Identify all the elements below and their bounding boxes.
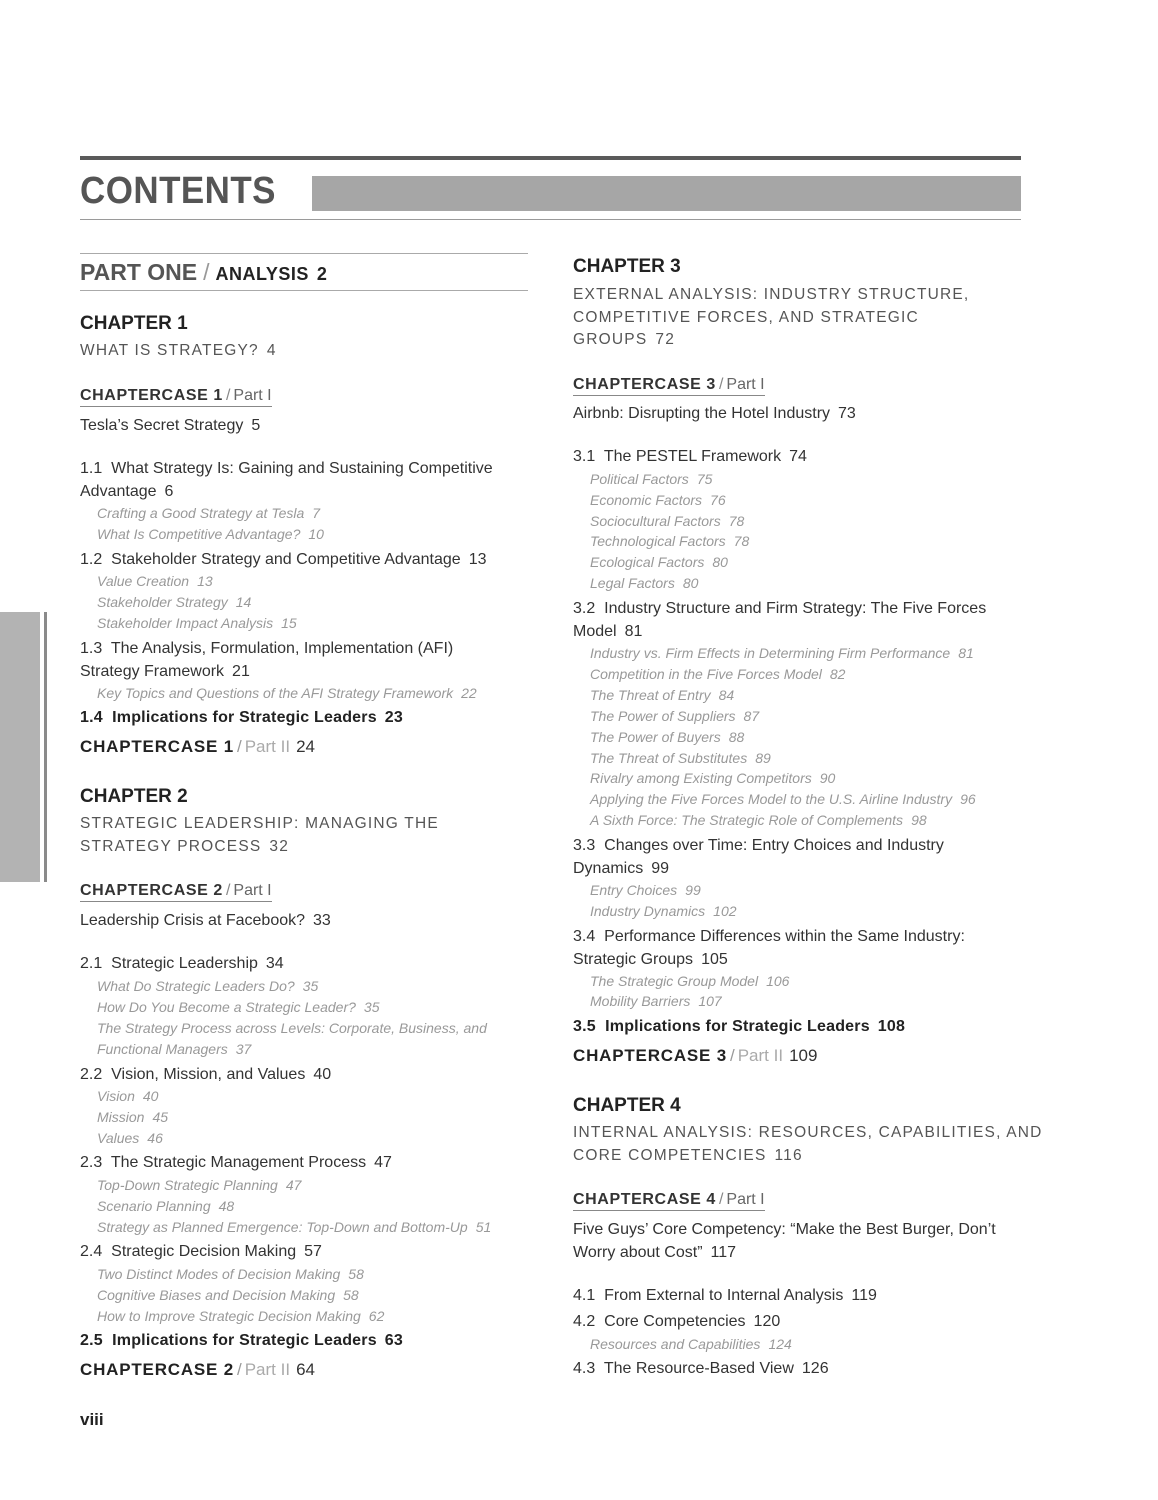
subsection-title: The Strategy Process across Levels: Corporate, Business, and: [97, 1020, 487, 1036]
subsection-title: Stakeholder Impact Analysis: [97, 615, 274, 631]
section-3-1[interactable]: [573, 446, 807, 469]
chaptercase-label: CHAPTERCASE 2: [80, 1360, 234, 1379]
separator: /: [225, 387, 231, 404]
chaptercase-1-part-1-heading: [80, 387, 272, 407]
section-4-2[interactable]: [573, 1311, 780, 1334]
page-number: 10: [308, 526, 324, 542]
page-number: 7: [312, 505, 321, 521]
case-title-text: Tesla’s Secret Strategy: [80, 417, 244, 434]
page-number: 46: [147, 1130, 163, 1146]
subsection-title: Resources and Capabilities: [590, 1336, 761, 1352]
subsection[interactable]: [97, 1285, 359, 1306]
page-number: 47: [285, 1177, 302, 1193]
subsection[interactable]: [590, 664, 845, 685]
subsection-title: Vision: [97, 1088, 135, 1104]
chapter-title-text: WHAT IS STRATEGY?: [80, 342, 259, 359]
section-number: 2.4: [80, 1243, 103, 1260]
section-2-3[interactable]: [80, 1152, 392, 1175]
section-number: 1.4: [80, 709, 103, 726]
separator: /: [236, 1360, 242, 1379]
subsection[interactable]: [590, 880, 701, 901]
page-number: 13: [468, 551, 487, 568]
section-title: The Resource-Based View: [603, 1360, 794, 1377]
subsection-title: Political Factors: [590, 471, 689, 487]
page-number: 74: [789, 448, 807, 465]
subsection-title: The Threat of Substitutes: [590, 750, 748, 766]
page-number: 45: [152, 1109, 169, 1125]
section-2-5[interactable]: [80, 1330, 403, 1353]
section-title: Changes over Time: Entry Choices and Industry Dynamics: [573, 837, 944, 877]
page-number: 106: [766, 973, 790, 989]
section-2-2[interactable]: [80, 1064, 331, 1087]
subsection[interactable]: [97, 1306, 384, 1327]
page-number: 15: [281, 615, 297, 631]
subsection[interactable]: [97, 1107, 168, 1128]
page-number: 87: [743, 708, 760, 724]
section-number: 2.2: [80, 1066, 103, 1083]
subsection-title: A Sixth Force: The Strategic Role of Complements: [590, 812, 904, 828]
chaptercase-2-part-2[interactable]: [80, 1360, 315, 1380]
subsection[interactable]: [97, 571, 213, 592]
section-number: 1.2: [80, 551, 103, 568]
subsection-title: Crafting a Good Strategy at Tesla: [97, 505, 305, 521]
part-bottom-rule: [80, 290, 528, 291]
subsection[interactable]: [97, 1086, 158, 1107]
chapter-4-heading[interactable]: CHAPTER 4: [573, 1095, 681, 1116]
section-number: 3.1: [573, 448, 596, 465]
section-4-3[interactable]: [573, 1358, 829, 1381]
page-number: 102: [713, 903, 737, 919]
page-number: 107: [698, 993, 722, 1009]
separator: /: [225, 882, 231, 899]
page-number: 109: [789, 1046, 818, 1065]
subsection[interactable]: [97, 613, 297, 634]
subsection-title: Stakeholder Strategy: [97, 594, 228, 610]
subsection[interactable]: [97, 1264, 364, 1285]
section-title: Strategic Decision Making: [111, 1243, 297, 1260]
section-number: 4.3: [573, 1360, 596, 1377]
page-number: 5: [251, 417, 261, 434]
chaptercase-3-part-1-heading: [573, 376, 765, 396]
page-number: 117: [710, 1243, 737, 1261]
section-number: 1.1: [80, 460, 103, 477]
page-number: 81: [624, 622, 643, 640]
subsection[interactable]: [590, 573, 698, 594]
subsection-title: The Strategic Group Model: [590, 973, 759, 989]
chaptercase-2-title[interactable]: [80, 910, 331, 933]
page-number: 126: [801, 1360, 829, 1377]
subsection-title: Ecological Factors: [590, 554, 705, 570]
page-number: 64: [296, 1360, 315, 1379]
section-number: 2.3: [80, 1154, 103, 1171]
page-number: 120: [753, 1313, 781, 1330]
subsection[interactable]: [590, 552, 728, 573]
chaptercase-label: CHAPTERCASE 2: [80, 882, 223, 899]
subsection[interactable]: [97, 1217, 491, 1238]
subsection-title: How to Improve Strategic Decision Making: [97, 1308, 361, 1324]
subsection-title: Mobility Barriers: [590, 993, 691, 1009]
chaptercase-label: CHAPTERCASE 4: [573, 1191, 716, 1208]
page-number: 75: [696, 471, 713, 487]
chaptercase-3-title[interactable]: [573, 403, 856, 426]
section-title: The PESTEL Framework: [603, 448, 782, 465]
page-folio: viii: [80, 1410, 104, 1429]
page-number: 82: [829, 666, 846, 682]
section-title: Performance Differences within the Same Industry: Strategic Groups: [573, 928, 965, 968]
page-number: 58: [343, 1287, 359, 1303]
page-number: 32: [269, 837, 290, 855]
page-number: 62: [368, 1308, 385, 1324]
chaptercase-1-part-2[interactable]: [80, 737, 315, 757]
page-number: 80: [712, 554, 728, 570]
subsection[interactable]: [97, 997, 379, 1018]
chapter-title-line: GROUPS: [573, 331, 648, 348]
separator: /: [718, 376, 724, 393]
part-name: ANALYSIS: [215, 264, 309, 284]
chaptercase-label: CHAPTERCASE 1: [80, 387, 223, 404]
subsection[interactable]: [590, 901, 737, 922]
chaptercase-part: Part I: [726, 376, 765, 393]
page-number: 4: [266, 342, 277, 359]
page-number: 105: [701, 950, 728, 968]
section-1-4[interactable]: [80, 707, 403, 730]
chapter-title-line: INTERNAL ANALYSIS: RESOURCES, CAPABILITIES, AND: [573, 1124, 1043, 1141]
section-number: 4.1: [573, 1287, 596, 1304]
page-number: 80: [682, 575, 699, 591]
subsection[interactable]: [97, 592, 251, 613]
subsection[interactable]: [97, 1128, 163, 1149]
chaptercase-part: Part II: [244, 737, 291, 756]
subsection[interactable]: [590, 727, 744, 748]
header-gray-bar: [312, 176, 1021, 211]
subsection-title: Competition in the Five Forces Model: [590, 666, 822, 682]
section-number: 4.2: [573, 1313, 596, 1330]
section-number: 3.3: [573, 837, 596, 854]
section-title: Industry Structure and Firm Strategy: The Five Forces Model: [573, 600, 987, 640]
subsection[interactable]: [97, 1196, 234, 1217]
chaptercase-part: Part I: [233, 882, 272, 899]
page-number: 58: [348, 1266, 364, 1282]
chaptercase-part: Part II: [244, 1360, 291, 1379]
chapter-title-line: CORE COMPETENCIES: [573, 1146, 767, 1164]
subsection-title: What Is Competitive Advantage?: [97, 526, 301, 542]
subsection-title: Applying the Five Forces Model to the U.S. Airline Industry: [590, 791, 953, 807]
header-top-rule: [80, 156, 1021, 160]
subsection-title: Values: [97, 1130, 140, 1146]
page-number: 40: [313, 1066, 332, 1083]
page-number: 40: [142, 1088, 159, 1104]
subsection-title: Scenario Planning: [97, 1198, 211, 1214]
page-number: 89: [755, 750, 771, 766]
section-1-1[interactable]: [80, 458, 520, 503]
subsection-title: Mission: [97, 1109, 145, 1125]
chaptercase-label: CHAPTERCASE 3: [573, 1046, 727, 1065]
section-4-1[interactable]: [573, 1285, 877, 1308]
page-number: 72: [655, 331, 676, 348]
section-2-4[interactable]: [80, 1241, 322, 1264]
subsection[interactable]: [97, 1039, 251, 1060]
page-number: 37: [235, 1041, 252, 1057]
case-title-line: Five Guys’ Core Competency: “Make the Best Burger, Don’t: [573, 1221, 996, 1238]
chaptercase-part: Part II: [737, 1046, 784, 1065]
page-number: 99: [685, 882, 701, 898]
section-title: From External to Internal Analysis: [604, 1287, 844, 1304]
page-number: 35: [302, 978, 319, 994]
subsection[interactable]: [97, 503, 320, 524]
section-title: Implications for Strategic Leaders: [605, 1018, 870, 1035]
section-title: Implications for Strategic Leaders: [112, 709, 377, 726]
page-number: 21: [232, 662, 250, 680]
page-number: 96: [960, 791, 976, 807]
page-number: 108: [877, 1018, 906, 1035]
page-number: 22: [461, 685, 477, 701]
section-title: Implications for Strategic Leaders: [112, 1332, 377, 1349]
subsection[interactable]: [590, 768, 835, 789]
chapter-1-title[interactable]: [80, 340, 277, 363]
subsection-title: Industry vs. Firm Effects in Determining Firm Performance: [590, 645, 951, 661]
chaptercase-3-part-2[interactable]: [573, 1046, 817, 1066]
chapter-title-text: STRATEGIC LEADERSHIP: MANAGING THE STRATEGY PROCESS: [80, 815, 439, 855]
section-number: 2.1: [80, 955, 103, 972]
chaptercase-4-title[interactable]: [573, 1219, 996, 1264]
subsection-title: Cognitive Biases and Decision Making: [97, 1287, 336, 1303]
page-number: 35: [363, 999, 380, 1015]
page-number: 81: [958, 645, 974, 661]
page-number: 63: [384, 1332, 403, 1349]
chaptercase-4-part-1-heading: [573, 1191, 765, 1211]
section-3-4[interactable]: [573, 926, 998, 971]
page-number: 6: [164, 482, 174, 500]
section-number: 3.5: [573, 1018, 596, 1035]
subsection[interactable]: [97, 976, 318, 997]
subsection-title: Entry Choices: [590, 882, 678, 898]
subsection[interactable]: [590, 810, 927, 831]
chaptercase-1-title[interactable]: [80, 415, 260, 438]
page-title: CONTENTS: [80, 170, 276, 212]
section-title: The Analysis, Formulation, Implementation (AFI) Strategy Framework: [80, 640, 454, 680]
subsection[interactable]: [590, 971, 789, 992]
subsection[interactable]: [590, 531, 749, 552]
page-number: 99: [651, 859, 670, 877]
subsection-title: Rivalry among Existing Competitors: [590, 770, 812, 786]
subsection-title: The Power of Suppliers: [590, 708, 736, 724]
subsection-title: How Do You Become a Strategic Leader?: [97, 999, 356, 1015]
section-number: 3.2: [573, 600, 596, 617]
section-title: Stakeholder Strategy and Competitive Advantage: [111, 551, 461, 568]
subsection[interactable]: [590, 511, 744, 532]
section-number: 3.4: [573, 928, 596, 945]
chapter-1-heading[interactable]: CHAPTER 1: [80, 313, 188, 334]
page-number: 14: [235, 594, 252, 610]
part-separator: /: [203, 259, 210, 285]
subsection[interactable]: [590, 748, 771, 769]
subsection-title: The Power of Buyers: [590, 729, 721, 745]
separator: /: [718, 1191, 724, 1208]
subsection[interactable]: [97, 683, 477, 704]
page-number: 24: [296, 737, 315, 756]
chapter-2-heading[interactable]: CHAPTER 2: [80, 786, 188, 807]
case-title-text: Leadership Crisis at Facebook?: [80, 912, 306, 929]
page-number: 84: [718, 687, 735, 703]
subsection-title: Value Creation: [97, 573, 190, 589]
page-number: 116: [774, 1146, 803, 1164]
page-number: 34: [265, 955, 284, 972]
subsection-title: Economic Factors: [590, 492, 703, 508]
chaptercase-part: Part I: [233, 387, 272, 404]
subsection[interactable]: [590, 789, 976, 810]
page-number: 73: [838, 405, 856, 422]
subsection[interactable]: [590, 685, 734, 706]
subsection-title: Key Topics and Questions of the AFI Strategy Framework: [97, 685, 454, 701]
page-number: 23: [384, 709, 403, 726]
subsection-title: What Do Strategic Leaders Do?: [97, 978, 295, 994]
subsection-title: Industry Dynamics: [590, 903, 706, 919]
section-2-1[interactable]: [80, 953, 284, 976]
chapter-3-heading[interactable]: CHAPTER 3: [573, 256, 681, 277]
page-number: 78: [728, 513, 745, 529]
section-3-2[interactable]: [573, 598, 1018, 643]
subsection[interactable]: [97, 524, 324, 545]
page-number: 88: [728, 729, 745, 745]
side-thumb-tab: [0, 612, 40, 882]
subsection-title: Two Distinct Modes of Decision Making: [97, 1266, 341, 1282]
page-number: 57: [304, 1243, 322, 1260]
chaptercase-label: CHAPTERCASE 3: [573, 376, 716, 393]
page-number: 47: [374, 1154, 392, 1171]
separator: /: [729, 1046, 735, 1065]
page-number: 51: [475, 1219, 492, 1235]
page-number: 48: [218, 1198, 235, 1214]
section-number: 1.3: [80, 640, 103, 657]
page-number: 76: [710, 492, 726, 508]
page-number: 13: [197, 573, 213, 589]
chaptercase-part: Part I: [726, 1191, 765, 1208]
chapter-title-line: EXTERNAL ANALYSIS: INDUSTRY STRUCTURE,: [573, 286, 970, 303]
page-number: 124: [768, 1336, 792, 1352]
section-title: Core Competencies: [604, 1313, 746, 1330]
subsection-title: The Threat of Entry: [590, 687, 711, 703]
page-number: 90: [819, 770, 836, 786]
page-number: 33: [313, 912, 331, 929]
part-label: PART ONE: [80, 259, 198, 285]
section-3-3[interactable]: [573, 835, 973, 880]
chaptercase-2-part-1-heading: [80, 882, 272, 902]
section-title: What Strategy Is: Gaining and Sustaining Competitive Advantage: [80, 460, 493, 500]
subsection[interactable]: [590, 469, 712, 490]
chapter-2-title[interactable]: [80, 813, 510, 858]
separator: /: [236, 737, 242, 756]
side-thumb-tab-line: [44, 612, 47, 882]
subsection-title: Strategy as Planned Emergence: Top-Down and Bottom-Up: [97, 1219, 468, 1235]
chapter-4-title[interactable]: [573, 1122, 1043, 1167]
subsection-title: Top-Down Strategic Planning: [97, 1177, 278, 1193]
part-page: 2: [316, 264, 328, 284]
page-number: 78: [733, 533, 750, 549]
section-title: The Strategic Management Process: [110, 1154, 367, 1171]
subsection[interactable]: [590, 991, 722, 1012]
subsection[interactable]: [590, 1334, 792, 1355]
subsection[interactable]: [97, 1175, 301, 1196]
header-bottom-rule: [80, 219, 1021, 220]
chaptercase-label: CHAPTERCASE 1: [80, 737, 234, 756]
subsection[interactable]: [590, 706, 759, 727]
case-title-line: Worry about Cost”: [573, 1243, 703, 1261]
subsection[interactable]: [590, 643, 974, 664]
part-top-rule: [80, 253, 528, 254]
section-1-2[interactable]: [80, 549, 487, 572]
subsection-title: Technological Factors: [590, 533, 726, 549]
part-heading[interactable]: [80, 259, 327, 286]
chapter-3-title[interactable]: [573, 284, 969, 352]
page-number: 98: [911, 812, 927, 828]
subsection-title: Functional Managers: [97, 1041, 228, 1057]
section-title: Strategic Leadership: [111, 955, 258, 972]
page-number: 119: [851, 1287, 877, 1304]
chapter-title-line: COMPETITIVE FORCES, AND STRATEGIC: [573, 308, 919, 326]
subsection[interactable]: [590, 490, 726, 511]
section-3-5[interactable]: [573, 1016, 905, 1039]
subsection-title: Legal Factors: [590, 575, 675, 591]
section-number: 2.5: [80, 1332, 103, 1349]
case-title-text: Airbnb: Disrupting the Hotel Industry: [573, 405, 831, 422]
section-title: Vision, Mission, and Values: [111, 1066, 306, 1083]
section-1-3[interactable]: [80, 638, 500, 683]
subsection[interactable]: [97, 1018, 487, 1039]
subsection-title: Sociocultural Factors: [590, 513, 721, 529]
